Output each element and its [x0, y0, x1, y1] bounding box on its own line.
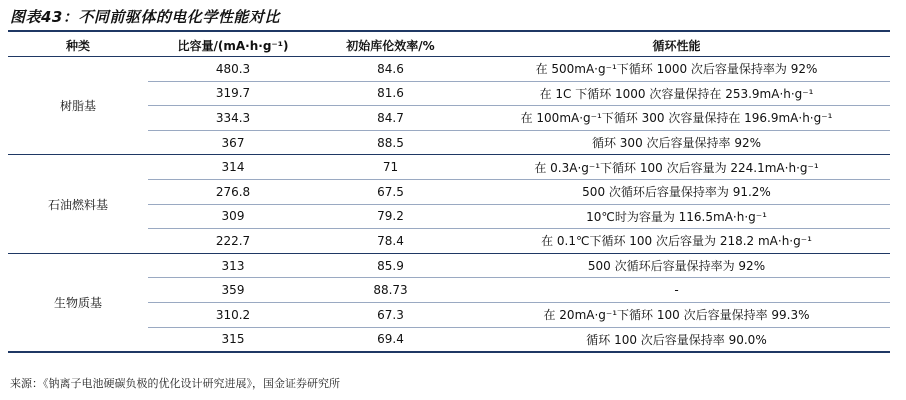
group-label: 生物质基: [8, 253, 148, 352]
cycle-cell: -: [463, 278, 890, 303]
cycle-cell: 500 次循环后容量保持率为 91.2%: [463, 179, 890, 204]
efficiency-cell: 78.4: [318, 229, 463, 254]
efficiency-cell: 88.73: [318, 278, 463, 303]
cycle-cell: 循环 300 次后容量保持率 92%: [463, 130, 890, 155]
cycle-cell: 在 0.3A·g⁻¹下循环 100 次后容量为 224.1mA·h·g⁻¹: [463, 155, 890, 180]
table-row: [8, 57, 890, 82]
efficiency-cell: 71: [318, 155, 463, 180]
cycle-cell: 10℃时为容量为 116.5mA·h·g⁻¹: [463, 204, 890, 229]
cycle-cell: 在 0.1℃下循环 100 次后容量为 218.2 mA·h·g⁻¹: [463, 229, 890, 254]
efficiency-cell: 69.4: [318, 327, 463, 352]
capacity-cell: 359: [148, 278, 318, 303]
capacity-cell: 315: [148, 327, 318, 352]
cycle-cell: 500 次循环后容量保持率为 92%: [463, 253, 890, 278]
capacity-cell: 480.3: [148, 57, 318, 82]
header-type: 种类: [8, 34, 148, 57]
capacity-cell: 319.7: [148, 81, 318, 106]
comparison-table: [8, 34, 890, 353]
header-row: [8, 34, 890, 57]
header-cycle: 循环性能: [463, 34, 890, 57]
table-body: [8, 57, 890, 353]
title-rule: [8, 30, 890, 32]
source-note: 来源：《钠离子电池硬碳负极的优化设计研究进展》，国金证券研究所: [10, 377, 340, 390]
header-capacity: 比容量/(mA·h·g⁻¹): [148, 34, 318, 57]
efficiency-cell: 67.3: [318, 302, 463, 327]
capacity-cell: 309: [148, 204, 318, 229]
header-efficiency: 初始库伦效率/%: [318, 34, 463, 57]
efficiency-cell: 84.6: [318, 57, 463, 82]
efficiency-cell: 81.6: [318, 81, 463, 106]
cycle-cell: 在 1C 下循环 1000 次容量保持在 253.9mA·h·g⁻¹: [463, 81, 890, 106]
capacity-cell: 310.2: [148, 302, 318, 327]
group-label: 石油燃料基: [8, 155, 148, 253]
cycle-cell: 在 500mA·g⁻¹下循环 1000 次后容量保持率为 92%: [463, 57, 890, 82]
capacity-cell: 276.8: [148, 179, 318, 204]
cycle-cell: 循环 100 次后容量保持率 90.0%: [463, 327, 890, 352]
capacity-cell: 367: [148, 130, 318, 155]
table-row: [8, 155, 890, 180]
table-row: [8, 253, 890, 278]
figure-title: 图表43：不同前驱体的电化学性能对比: [10, 8, 280, 26]
efficiency-cell: 67.5: [318, 179, 463, 204]
cycle-cell: 在 100mA·g⁻¹下循环 300 次容量保持在 196.9mA·h·g⁻¹: [463, 106, 890, 131]
capacity-cell: 314: [148, 155, 318, 180]
capacity-cell: 313: [148, 253, 318, 278]
efficiency-cell: 84.7: [318, 106, 463, 131]
efficiency-cell: 85.9: [318, 253, 463, 278]
cycle-cell: 在 20mA·g⁻¹下循环 100 次后容量保持率 99.3%: [463, 302, 890, 327]
efficiency-cell: 79.2: [318, 204, 463, 229]
efficiency-cell: 88.5: [318, 130, 463, 155]
capacity-cell: 334.3: [148, 106, 318, 131]
capacity-cell: 222.7: [148, 229, 318, 254]
group-label: 树脂基: [8, 57, 148, 155]
